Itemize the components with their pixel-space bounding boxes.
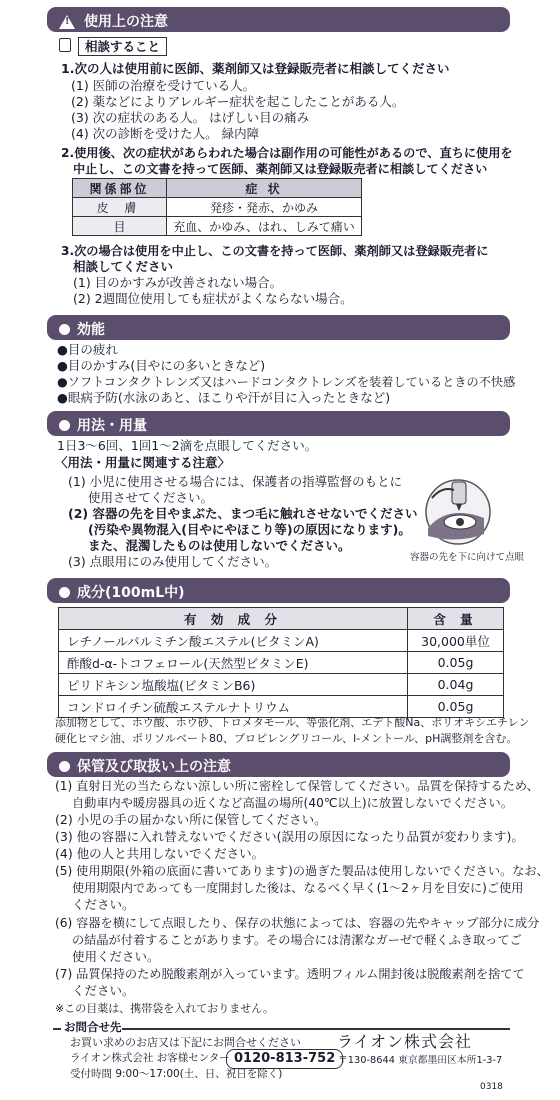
- storage-item: の結晶が付着することがあります。その場合には清潔なガーゼで軽くふき取ってご: [72, 933, 522, 947]
- p2-title: 2.使用後、次の症状があらわれた場合は副作用の可能性があるので、直ちに使用を: [61, 146, 513, 160]
- dosage-note-2-cont: (汚染や異物混入(目やにやほこり等)の原因になります)。: [88, 522, 411, 537]
- storage-item: (4) 他の人と共用しないでください。: [55, 846, 265, 861]
- table-row: [73, 217, 362, 236]
- table-row: [59, 630, 504, 652]
- warning-icon: !: [59, 15, 75, 29]
- part-cell: 目: [73, 217, 167, 236]
- p3-title: 3.次の場合は使用を中止し、この文書を持って医師、薬剤師又は登録販売者に: [61, 244, 489, 258]
- efficacy-item: ●ソフトコンタクトレンズ又はハードコンタクトレンズを装着しているときの不快感: [57, 375, 516, 389]
- storage-item: (6) 容器を横にして点眼したり、保存の状態によっては、容器の先やキャップ部分に成分: [55, 916, 540, 930]
- storage-item: 使用ください。: [72, 949, 160, 964]
- bullet-icon: [59, 420, 70, 431]
- dosage-sub: 〈用法・用量に関連する注意〉: [55, 455, 231, 470]
- efficacy-item: ●目の疲れ: [57, 342, 118, 357]
- precautions-title: 使用上の注意: [84, 13, 168, 30]
- dosage-note-1: (1) 小児に使用させる場合には、保護者の指導監督のもとに: [68, 474, 403, 489]
- bullet-icon: [59, 324, 70, 335]
- ingredient-name: 酢酸d-α-トコフェロール(天然型ビタミンE): [59, 652, 408, 674]
- storage-item: (7) 品質保持のため脱酸素剤が入っています。透明フィルム開封後は脱酸素剤を捨てて: [55, 967, 525, 981]
- symptom-cell: 発疹・発赤、かゆみ: [167, 198, 362, 217]
- eye-drop-illustration: [418, 478, 494, 548]
- storage-item: (1) 直射日光の当たらない涼しい所に密栓して保管してください。品質を保持するため、: [55, 779, 539, 793]
- dosage-main: 1日3〜6回、1回1〜2滴を点眼してください。: [57, 438, 318, 453]
- p3-item: (2) 2週間位使用しても症状がよくならない場合。: [73, 291, 353, 306]
- ingredient-name: コンドロイチン硫酸エステルナトリウム: [59, 696, 408, 718]
- dosage-note-3: (3) 点眼用にのみ使用してください。: [68, 554, 278, 569]
- storage-item: 使用期限内であっても一度開封した後は、なるべく早く(1〜2ヶ月を目安に)ご使用: [72, 881, 524, 895]
- table-row: [59, 652, 504, 674]
- p3-item: (1) 目のかすみが改善されない場合。: [73, 275, 283, 290]
- consult-icon: [59, 38, 71, 52]
- p3-title-cont: 相談してください: [73, 259, 174, 274]
- ingredients-title: 成分(100mL中): [77, 584, 185, 601]
- contact-phone[interactable]: 0120-813-752: [226, 1049, 343, 1069]
- contact-hours: 受付時間 9:00〜17:00(土、日、祝日を除く): [70, 1068, 283, 1080]
- p1-title: 1.次の人は使用前に医師、薬剤師又は登録販売者に相談してください: [61, 61, 450, 76]
- document-code: 0318: [480, 1082, 503, 1092]
- p2-title-cont: 中止し、この文書を持って医師、薬剤師又は登録販売者に相談してください: [73, 162, 488, 176]
- ingredient-qty: 0.05g: [408, 652, 504, 674]
- storage-item: (2) 小児の手の届かない所に保管してください。: [55, 812, 327, 827]
- table-row: [73, 198, 362, 217]
- contact-rule: [122, 1028, 510, 1030]
- efficacy-item: ●眼病予防(水泳のあと、ほこりや汗が目に入ったときなど): [57, 390, 391, 405]
- precautions-header: [47, 7, 510, 32]
- ingredient-qty: 0.04g: [408, 674, 504, 696]
- additives: 添加物として、ホウ酸、ホウ砂、トロメタモール、等張化剤、エデト酸Na、ポリオキシエチレン: [55, 716, 530, 729]
- p1-item: (1) 医師の治療を受けている人。: [71, 78, 256, 93]
- dosage-header: [47, 411, 510, 436]
- contact-rule: [53, 1028, 61, 1030]
- storage-title: 保管及び取扱い上の注意: [77, 758, 231, 775]
- col-ingredient: 有 効 成 分: [59, 608, 408, 630]
- storage-item: ください。: [72, 983, 135, 998]
- side-effects-table: [72, 178, 362, 236]
- additives-cont: 硬化ヒマシ油、ポリソルベート80、プロピレングリコール、l-メントール、pH調整剤を含む。: [55, 732, 518, 745]
- ingredient-qty: 30,000単位: [408, 630, 504, 652]
- col-quantity: 含 量: [408, 608, 504, 630]
- bullet-icon: [59, 761, 70, 772]
- ingredient-qty: 0.05g: [408, 696, 504, 718]
- dosage-note-1-cont: 使用させてください。: [88, 490, 214, 505]
- dosage-note-2: (2) 容器の先を目やまぶた、まつ毛に触れさせないでください: [68, 506, 418, 521]
- contact-title: お問合せ先: [64, 1020, 122, 1034]
- contact-center: ライオン株式会社 お客様センター: [70, 1052, 230, 1064]
- col-symptom: 症 状: [167, 179, 362, 198]
- consult-label: 相談すること: [78, 37, 167, 56]
- contact-line: お買い求めのお店又は下記にお問合せください: [70, 1036, 301, 1049]
- company-address: 〒130-8644 東京都墨田区本所1-3-7: [338, 1055, 503, 1066]
- company-name: ライオン株式会社: [337, 1032, 473, 1051]
- illustration-caption: 容器の先を下に向けて点眼: [410, 552, 525, 563]
- efficacy-header: [47, 315, 510, 340]
- table-row: [59, 674, 504, 696]
- p1-item: (4) 次の診断を受けた人。 緑内障: [71, 126, 260, 141]
- storage-item: (3) 他の容器に入れ替えないでください(誤用の原因になったり品質が変わります)。: [55, 829, 524, 844]
- col-part: 関係部位: [73, 179, 167, 198]
- efficacy-title: 効能: [77, 321, 105, 338]
- p1-item: (3) 次の症状のある人。 はげしい目の痛み: [71, 110, 310, 125]
- bullet-icon: [59, 587, 70, 598]
- table-row: [59, 696, 504, 718]
- ingredient-name: ピリドキシン塩酸塩(ビタミンB6): [59, 674, 408, 696]
- part-cell: 皮 膚: [73, 198, 167, 217]
- p1-item: (2) 薬などによりアレルギー症状を起こしたことがある人。: [71, 94, 405, 109]
- dosage-note-2-cont: また、混濁したものは使用しないでください。: [88, 538, 351, 553]
- ingredients-header: [47, 578, 510, 603]
- ingredient-name: レチノールパルミチン酸エステル(ビタミンA): [59, 630, 408, 652]
- storage-item: (5) 使用期限(外箱の底面に書いてあります)の過ぎた製品は使用しないでください。なお、: [55, 864, 549, 878]
- ingredients-table: [58, 607, 504, 718]
- bag-note: ※この目薬は、携帯袋を入れておりません。: [55, 1002, 274, 1015]
- storage-header: [47, 752, 510, 777]
- efficacy-item: ●目のかすみ(目やにの多いときなど): [57, 358, 266, 373]
- storage-item: 自動車内や暖房器具の近くなど高温の場所(40℃以上)に放置しないでください。: [72, 796, 513, 810]
- storage-item: ください。: [72, 897, 135, 912]
- dosage-title: 用法・用量: [77, 417, 147, 434]
- symptom-cell: 充血、かゆみ、はれ、しみて痛い: [167, 217, 362, 236]
